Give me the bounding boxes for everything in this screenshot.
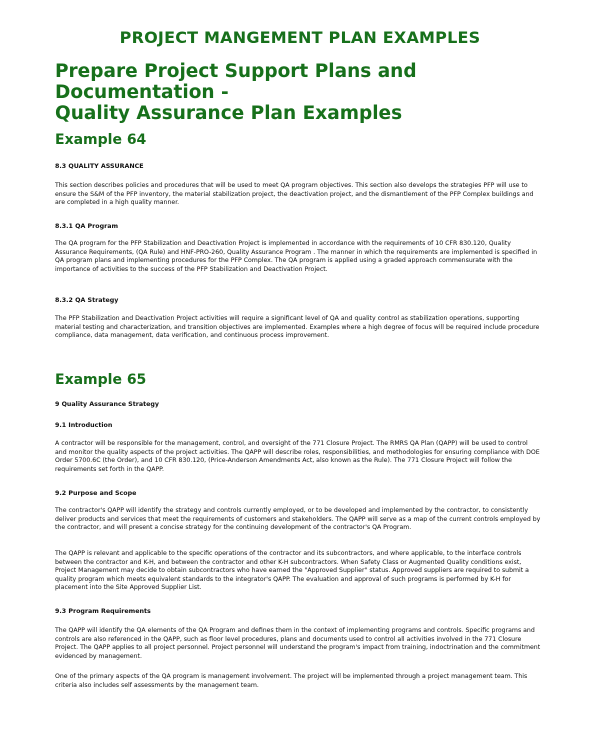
section-heading: 9.1 Introduction xyxy=(55,422,113,429)
paragraph: A contractor will be responsible for the management, control, and oversight of the 771 Closure Project. The RMRS QA Plan (QAPP) will be used to control and monitor the quality aspects of the project activities. The QAPP will describe roles, responsibilities, and methodologies for ensuring compliance with DOE Order 5700.6C (the Order), and 10 CFR 830.120, (Price-Anderson Amendments Act, also known as the Rule). The 771 Closure Project will follow the requirements set forth in the QAPP. xyxy=(55,440,540,473)
paragraph: The QA program for the PFP Stabilization and Deactivation Project is implemented in accordance with the requirements of 10 CFR 830.120, Quality Assurance Requirements, (QA Rule) and HNF-PRO-260, Quality Assurance Program . The manner in which the requirements are implemented is specified in QA program plans and implementing procedures for the PFP Complex. The QA program is applied using a graded approach commensurate with the importance of activities to the success of the PFP Stabilization and Deactivation Project. xyxy=(55,240,537,273)
paragraph: The QAPP is relevant and applicable to the specific operations of the contractor and its subcontractors, and where applicable, to the interface controls between the contractor and K-H, and between the contractor and other K-H subcontractors. When Safety Class or Augmented Quality conditions exist, Project Management may decide to obtain subcontractors who have earned the "Approved Supplier" status. Approved suppliers are required to submit a quality program which meets equivalent standards to the integrator's QAPP. The evaluation and approval of such programs is performed by K-H for placement into the Site Approved Supplier List. xyxy=(55,550,529,592)
subtitle-line-3: Quality Assurance Plan Examples xyxy=(55,103,403,124)
section-heading: 9.2 Purpose and Scope xyxy=(55,490,137,497)
section-heading: 9.3 Program Requirements xyxy=(55,608,151,615)
section-heading: 8.3.2 QA Strategy xyxy=(55,297,119,304)
paragraph: The QAPP will identify the QA elements of the QA Program and defines them in the context of implementing programs and controls. Specific programs and controls are also referenced in the QAPP, such as floor level procedures, plans and documents used to control all activities involved in the 771 Closure Project. The QAPP applies to all project personnel. Project personnel will understand the program's impact from training, indoctrination and the commitment evidenced by management. xyxy=(55,627,541,660)
document-subtitle xyxy=(55,61,417,124)
paragraph: The PFP Stabilization and Deactivation Project activities will require a significant level of QA and quality control as stabilization operations, supporting material testing and characterization, and transition objectives are implemented. Examples where a high degree of focus will be required include procedure compliance, data management, data verification, and continuous process improvement. xyxy=(55,315,540,340)
subtitle-line-1: Prepare Project Support Plans and xyxy=(55,61,417,82)
paragraph: One of the primary aspects of the QA program is management involvement. The project will be implemented through a project management team. This criteria also includes self assessments by the management team. xyxy=(55,673,528,689)
example-65-heading: Example 65 xyxy=(55,372,147,388)
section-heading: 8.3 QUALITY ASSURANCE xyxy=(55,163,144,170)
subtitle-line-2: Documentation - xyxy=(55,82,229,103)
document-title: PROJECT MANGEMENT PLAN EXAMPLES xyxy=(119,28,481,47)
example-64-heading: Example 64 xyxy=(55,132,147,148)
section-heading: 9 Quality Assurance Strategy xyxy=(55,401,159,408)
paragraph: The contractor's QAPP will identify the strategy and controls currently employed, or to be developed and implemented by the contractor, to consistently deliver products and services that meet the requirements of customers and stakeholders. The QAPP will serve as a map of the current controls employed by the contractor, and will present a concise strategy for the continuing development of the contractor's QA Program. xyxy=(55,507,541,532)
section-heading: 8.3.1 QA Program xyxy=(55,223,119,230)
paragraph: This section describes policies and procedures that will be used to meet QA program objectives. This section also develops the strategies PFP will use to ensure the S&M of the PFP inventory, the material stabilization project, the deactivation project, and the dismantlement of the PFP Complex buildings and are completed in a high quality manner. xyxy=(55,182,534,207)
